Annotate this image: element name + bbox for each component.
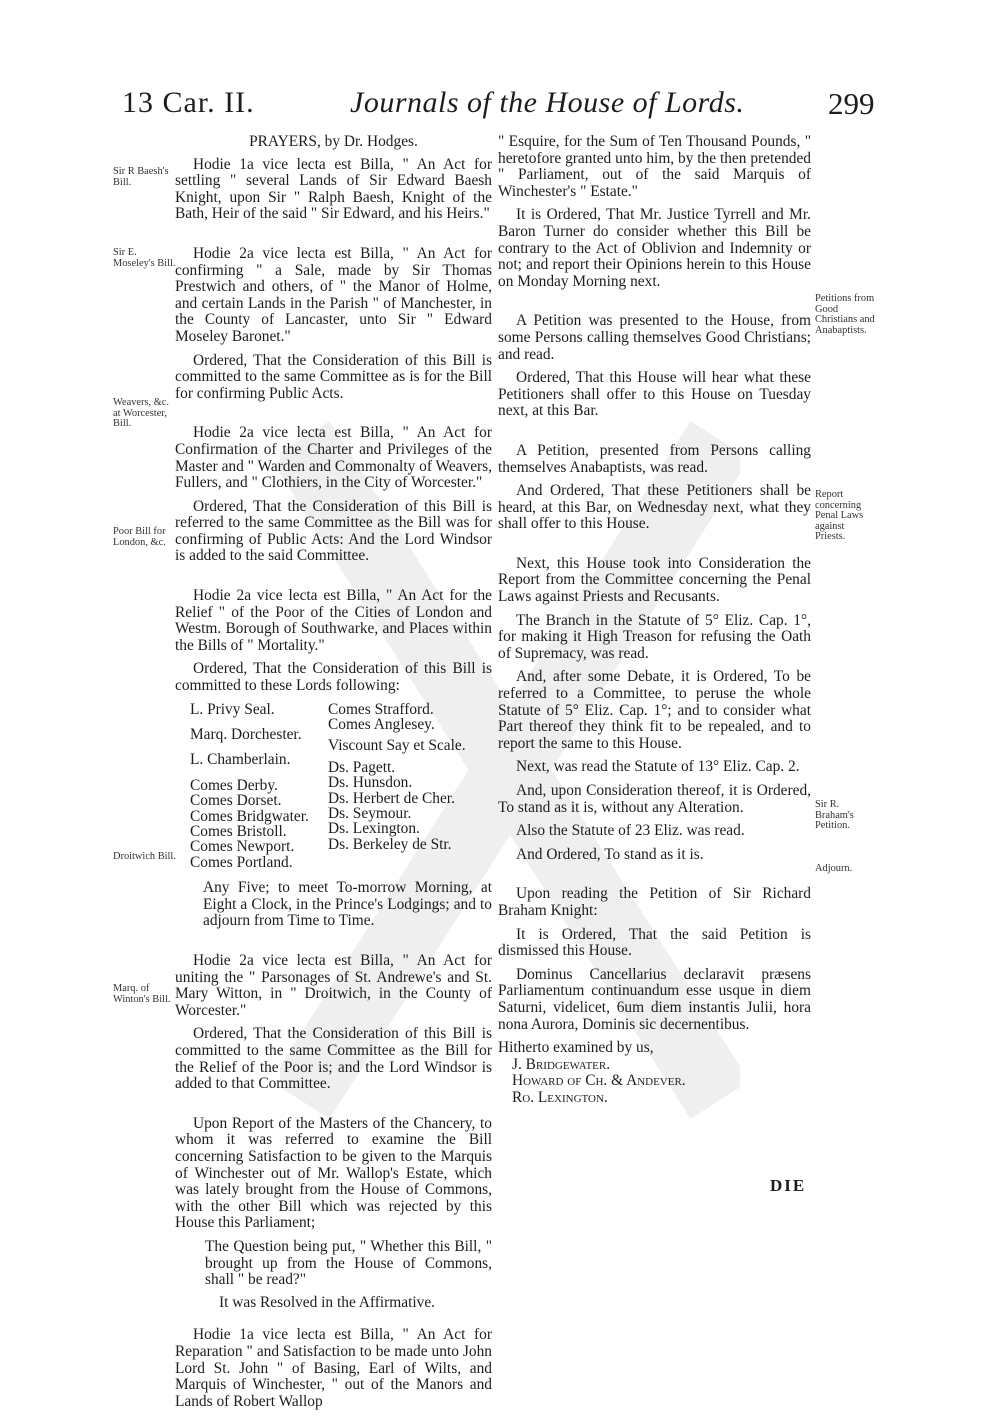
- reparation-bill-continuation: " Esquire, for the Sum of Ten Thousand Pounds, " heretofore granted unto him, by the then pretended " Parliament, out of the said Marquis of Winchester's " Estate.": [498, 133, 811, 200]
- stand-order-2: And Ordered, To stand as it is.: [516, 845, 704, 863]
- examiner-name: J. Bridgewater.: [512, 1055, 611, 1073]
- examined-by: [498, 1040, 811, 1106]
- adjournment-latin: Dominus Cancellarius declaravit præsens Parliamentum continuandum esse usque in diem Saturni, videlicet, 6um diem instantis Julii, hora nona Aurora, Dominis sic decernentibus.: [498, 965, 811, 1033]
- droitwich-order: Ordered, That the Consideration of this Bill is committed to the same Committee as the Bill for the Relief of the Poor is; and the Lord Windsor is added to that Committee.: [175, 1025, 492, 1093]
- lord-name: Comes Portland.: [190, 853, 293, 871]
- examined-heading: Hitherto examined by us,: [498, 1039, 654, 1057]
- left-column: [175, 134, 492, 1417]
- weavers-order: Ordered, That the Consideration of this Bill is referred to the same Committee as the Bill was for confirming of Public Acts: And the Lord Windsor is added to the said Committee.: [175, 497, 492, 565]
- margin-note-braham: Sir R. Braham's Petition.: [815, 799, 854, 832]
- lord-name: Ds. Herbert de Cher.: [328, 789, 455, 807]
- margin-note-droitwich: Droitwich Bill.: [113, 851, 176, 862]
- lord-name: Marq. Dorchester.: [190, 726, 302, 744]
- committee-lords-list: [175, 702, 492, 871]
- lord-name: Ds. Pagett.: [328, 758, 396, 776]
- petition-good-christians: A Petition was presented to the House, from some Persons calling themselves Good Christians; and read.: [498, 312, 811, 363]
- resolved-affirmative: It was Resolved in the Affirmative.: [219, 1293, 435, 1311]
- debate-order: And, after some Debate, it is Ordered, To be referred to a Committee, to peruse the whole Statute of 5° Eliz. Cap. 1°; and to consider what Part thereof they think fit to be repealed, and to report the same to this House.: [498, 668, 811, 752]
- right-column: [498, 134, 811, 1107]
- tuesday-order: Ordered, That this House will hear what these Petitioners shall offer to this House on Tuesday next, at this Bar.: [498, 369, 811, 420]
- lords-column-1: [190, 702, 316, 871]
- moseley-bill-entry: Hodie 2a vice lecta est Billa, " An Act for confirming " a Sale, made by Sir Thomas Prestwich and others, of " the Manor of Holme, and certain Lands in the Parish " of Manchester, in the County of Lancaster, unto Sir " Edward Moseley Baronet.": [175, 244, 492, 345]
- margin-note-baesh: Sir R Baesh's Bill.: [113, 166, 169, 188]
- margin-note-moseley: Sir E. Moseley's Bill.: [113, 247, 176, 269]
- statute-13-eliz: Next, was read the Statute of 13° Eliz. Cap. 2.: [516, 758, 800, 776]
- lord-name: Ds. Hunsdon.: [328, 774, 413, 792]
- poor-order: Ordered, That the Consideration of this Bill is committed to these Lords following:: [175, 660, 492, 695]
- page-number: 299: [828, 86, 875, 121]
- poor-bill-entry: Hodie 2a vice lecta est Billa, " An Act for the Relief " of the Poor of the Cities of London and Westm. Borough of Southwarke, and Places within the Bills of " Mortality.": [175, 587, 492, 654]
- question-put: The Question being put, " Whether this Bill, " brought up from the House of Commons, shall " be read?": [205, 1237, 492, 1289]
- running-head-left: 13 Car. II.: [122, 86, 255, 119]
- lord-name: Viscount Say et Scale.: [328, 737, 466, 755]
- tyrrell-order: It is Ordered, That Mr. Justice Tyrrell and Mr. Baron Turner do consider whether this Bill be contrary to the Act of Oblivion and Indemnity or not; and report their Opinions herein to this House on Monday Morning next.: [498, 206, 811, 290]
- baesh-bill-entry: Hodie 1a vice lecta est Billa, " An Act for settling " several Lands of Sir Edward Baesh Knight, upon Sir " Ralph Baesh, Knight of the Bath, Heir of the said " Sir Edward, and his Heirs.": [175, 155, 492, 223]
- margin-note-report: Report concerning Penal Laws against Priests.: [815, 489, 864, 543]
- prayers-heading: PRAYERS, by Dr. Hodges.: [249, 133, 418, 150]
- catchword: DIE: [770, 1176, 807, 1195]
- lord-name: Comes Bristoll.: [190, 823, 287, 841]
- margin-note-winton: Marq. of Winton's Bill.: [113, 983, 171, 1005]
- margin-note-poor: Poor Bill for London, &c.: [113, 526, 166, 548]
- weavers-bill-entry: Hodie 2a vice lecta est Billa, " An Act for Confirmation of the Charter and Privileges of the Master and " Warden and Commonalty of Weavers, Fullers, and " Clothiers, in the City of Worcester.": [175, 424, 492, 492]
- lord-name: Comes Dorset.: [190, 792, 282, 810]
- winton-report: Upon Report of the Masters of the Chancery, to whom it was referred to examine the Bill concerning Satisfaction to be given to the Marquis of Winchester out of Mr. Wallop's Estate, which was lately brought from the House of Commons, with the other Bill which was rejected by this House this Parliament;: [175, 1114, 492, 1232]
- lord-name: Comes Strafford.: [328, 700, 434, 718]
- any-five-note: Any Five; to meet To-morrow Morning, at Eight a Clock, in the Prince's Lodgings; and to adjourn from Time to Time.: [203, 879, 492, 930]
- lords-column-2: [328, 702, 466, 871]
- droitwich-bill-entry: Hodie 2a vice lecta est Billa, " An Act for uniting the " Parsonages of St. Andrewe's and St. Mary Witton, in " Droitwich, in the County of Worcester.": [175, 952, 492, 1019]
- margin-note-adjourn: Adjourn.: [815, 863, 853, 874]
- examiner-name: Howard of Ch. & Andever.: [512, 1072, 686, 1090]
- lord-name: Comes Derby.: [190, 776, 278, 794]
- statute-23-eliz: Also the Statute of 23 Eliz. was read.: [516, 822, 745, 840]
- lord-name: Ds. Lexington.: [328, 820, 420, 838]
- penal-laws-report: Next, this House took into Consideration the Report from the Committee concerning the Penal Laws against Priests and Recusants.: [498, 554, 811, 606]
- margin-note-petitions: Petitions from Good Christians and Anabaptists.: [815, 293, 875, 336]
- lord-name: Ds. Berkeley de Str.: [328, 835, 452, 853]
- examiner-name: Ro. Lexington.: [512, 1088, 608, 1106]
- stand-order: And, upon Consideration thereof, it is Ordered, To stand as it is, without any Alteration.: [498, 782, 811, 816]
- lord-name: Comes Bridgwater.: [190, 807, 309, 825]
- moseley-order: Ordered, That the Consideration of this Bill is committed to the same Committee as is for the Bill for confirming Public Acts.: [175, 351, 492, 402]
- lord-name: Comes Anglesey.: [328, 716, 435, 734]
- margin-note-weavers: Weavers, &c. at Worcester, Bill.: [113, 397, 169, 430]
- reparation-bill-entry: Hodie 1a vice lecta est Billa, " An Act for Reparation " and Satisfaction to be made unto John Lord St. John " of Basing, Earl of Wilts, and Marquis of Winchester, " out of the Manors and Lands of Robert Wallop: [175, 1326, 492, 1410]
- branch-statute: The Branch in the Statute of 5° Eliz. Cap. 1°, for making it High Treason for refusing the Oath of Supremacy, was read.: [498, 611, 811, 662]
- lord-name: L. Chamberlain.: [190, 751, 291, 769]
- lord-name: Ds. Seymour.: [328, 805, 412, 823]
- lord-name: Comes Newport.: [190, 838, 295, 856]
- petition-anabaptists: A Petition, presented from Persons calling themselves Anabaptists, was read.: [498, 441, 811, 476]
- wednesday-order: And Ordered, That these Petitioners shall be heard, at this Bar, on Wednesday next, what they shall offer to this House.: [498, 482, 811, 533]
- lord-name: L. Privy Seal.: [190, 700, 275, 718]
- braham-petition: Upon reading the Petition of Sir Richard Braham Knight:: [498, 885, 811, 919]
- running-head-title: Journals of the House of Lords.: [350, 86, 745, 119]
- dismissed-order: It is Ordered, That the said Petition is dismissed this House.: [498, 925, 811, 960]
